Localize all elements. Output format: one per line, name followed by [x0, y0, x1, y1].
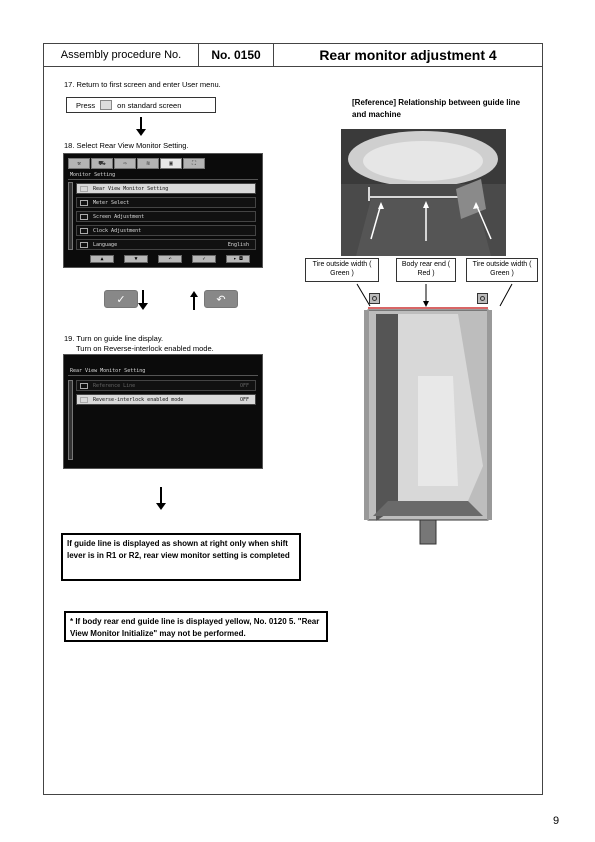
- menu-item-label: Clock Adjustment: [93, 228, 142, 234]
- screen-title: Rear View Monitor Setting: [68, 367, 258, 376]
- tire-marker-right-icon: [477, 293, 488, 304]
- arrow-down-icon: [142, 290, 144, 305]
- label-tire-right: Tire outside width ( Green ): [466, 258, 538, 282]
- step-17-text: 17. Return to first screen and enter User menu.: [64, 80, 221, 89]
- step-19-line1: 19. Turn on guide line display.: [64, 334, 164, 343]
- tab-fuel[interactable]: ≋: [137, 158, 159, 169]
- meter-icon: [80, 200, 88, 206]
- tab-wrench[interactable]: ⚒: [68, 158, 90, 169]
- header-label: Assembly procedure No.: [44, 44, 199, 66]
- camera-icon: [80, 186, 88, 192]
- warning-note: * If body rear end guide line is displayed yellow, No. 0120 5. "Rear View Monitor Initialize" may not be performed.: [64, 611, 328, 642]
- arrow-down-icon: [160, 487, 162, 505]
- tab-user[interactable]: ⛶: [183, 158, 205, 169]
- clock-icon: [80, 228, 88, 234]
- menu-item-language[interactable]: [76, 239, 256, 250]
- step-19-line2: Turn on Reverse-interlock enabled mode.: [76, 344, 214, 353]
- menu-item-meter-select[interactable]: [76, 197, 256, 208]
- page-number: 9: [553, 815, 560, 827]
- menu-item-label: Reference Line: [93, 383, 136, 389]
- rear-view-monitor-screen: [63, 354, 263, 469]
- down-button[interactable]: ▼: [124, 255, 148, 263]
- tab-machine[interactable]: ⛟: [91, 158, 113, 169]
- reference-title: [Reference] Relationship between guide line and machine: [352, 98, 521, 119]
- press-instruction: [66, 97, 216, 113]
- header: [43, 43, 543, 67]
- completion-note: If guide line is displayed as shown at right only when shift lever is in R1 or R2, rear view monitor setting is completed: [61, 533, 301, 581]
- arrow-down-icon: [140, 117, 142, 131]
- menu-item-label: Reverse-interlock enabled mode: [93, 397, 184, 403]
- scrollbar[interactable]: [68, 182, 73, 250]
- language-icon: [80, 242, 88, 248]
- label-body-rear-end: Body rear end ( Red ): [396, 258, 456, 282]
- language-value: English: [227, 242, 249, 248]
- camera-view-image: [341, 129, 506, 256]
- menu-item-clock-adjustment[interactable]: [76, 225, 256, 236]
- screen-icon: [80, 214, 88, 220]
- up-button[interactable]: ▲: [90, 255, 114, 263]
- menu-item-screen-adjustment[interactable]: [76, 211, 256, 222]
- menu-item-label: Rear View Monitor Setting: [93, 186, 169, 192]
- press-after: on standard screen: [117, 100, 182, 110]
- reverse-interlock-value: OFF: [239, 397, 249, 403]
- tab-arrow[interactable]: ⇨: [114, 158, 136, 169]
- scrollbar[interactable]: [68, 380, 73, 460]
- screen-title: Monitor Setting: [68, 171, 258, 180]
- arrow-up-icon: [193, 296, 195, 310]
- interlock-icon: [80, 397, 88, 403]
- reference-line-value: OFF: [239, 383, 249, 389]
- page-title: Rear monitor adjustment 4: [319, 47, 497, 63]
- menu-item-label: Language: [93, 242, 118, 248]
- check-button[interactable]: ✓: [104, 290, 138, 308]
- monitor-setting-screen: [63, 153, 263, 268]
- tab-monitor[interactable]: ▣: [160, 158, 182, 169]
- next-button[interactable]: ▸ ◘: [226, 255, 250, 263]
- guide-line-icon: [80, 383, 88, 389]
- press-label: Press: [76, 100, 96, 110]
- menu-key-icon[interactable]: [100, 100, 112, 110]
- menu-item-reference-line[interactable]: [76, 380, 256, 391]
- menu-item-label: Meter Select: [93, 200, 130, 206]
- machine-top-view: [358, 306, 498, 546]
- label-tire-left: Tire outside width ( Green ): [305, 258, 379, 282]
- menu-tabs: [68, 158, 205, 169]
- step-18-text: 18. Select Rear View Monitor Setting.: [64, 141, 189, 150]
- menu-item-reverse-interlock[interactable]: [76, 394, 256, 405]
- confirm-button[interactable]: ✓: [192, 255, 216, 263]
- back-control-button[interactable]: ↶: [204, 290, 238, 308]
- menu-item-label: Screen Adjustment: [93, 214, 145, 220]
- procedure-number: No. 0150: [199, 44, 274, 66]
- menu-item-rear-view-monitor[interactable]: [76, 183, 256, 194]
- tire-marker-left-icon: [369, 293, 380, 304]
- back-button[interactable]: ↶: [158, 255, 182, 263]
